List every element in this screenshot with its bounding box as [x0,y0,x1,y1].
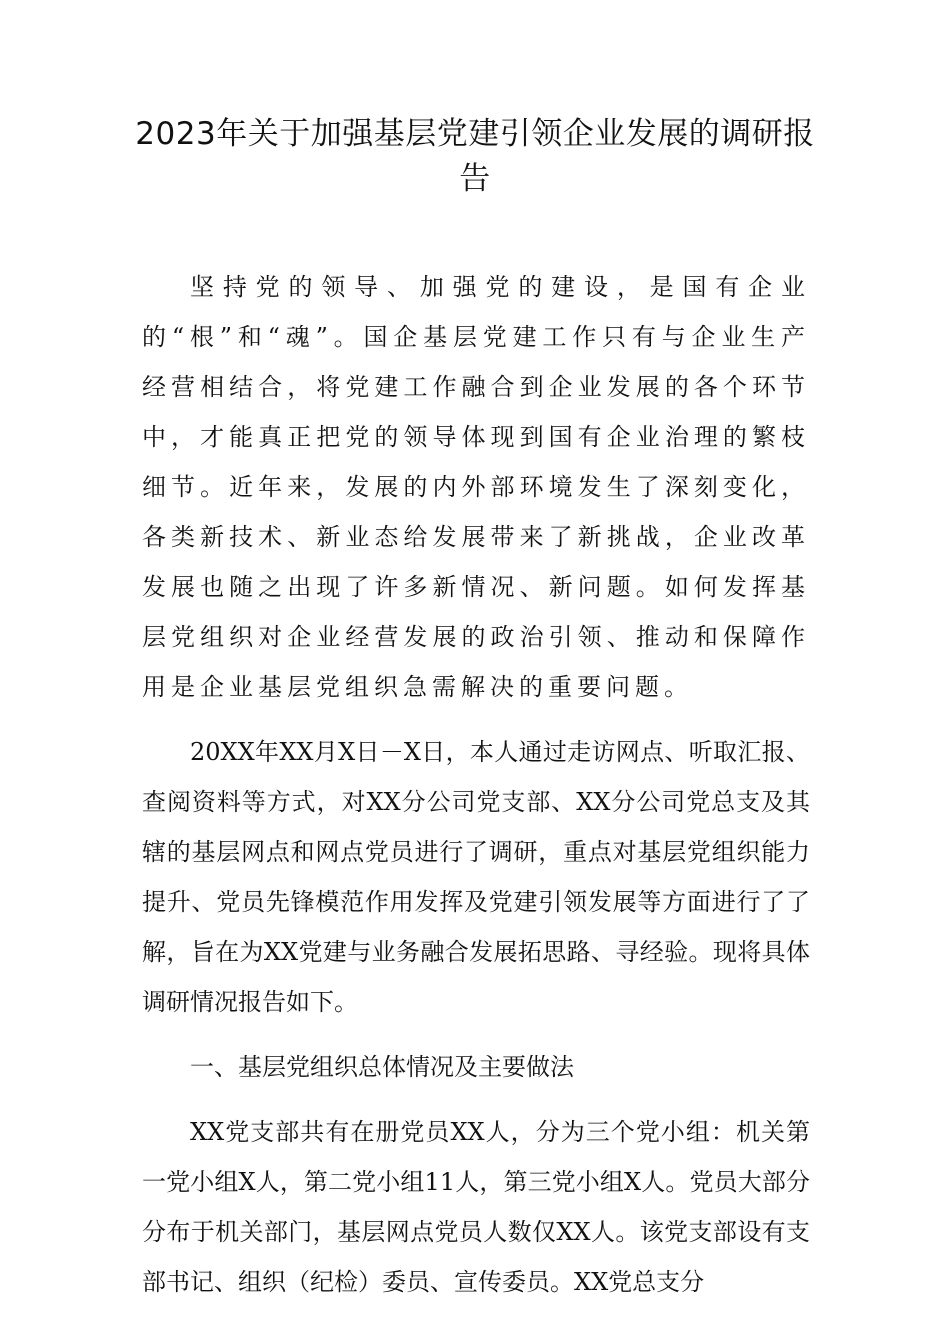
intro-paragraph: 坚持党的领导、加强党的建设，是国有企业的“根”和“魂”。国企基层党建工作只有与企业生产经营相结合，将党建工作融合到企业发展的各个环节中，才能真正把党的领导体现到国有企业治理的繁枝细节。近年来，发展的内外部环境发生了深刻变化，各类新技术、新业态给发展带来了新挑战，企业改革发展也随之出现了许多新情况、新问题。如何发挥基层党组织对企业经营发展的政治引领、推动和保障作用是企业基层党组织急需解决的重要问题。 [142,273,810,701]
section-heading: 一、基层党组织总体情况及主要做法 [190,1053,574,1081]
document-body [142,262,810,1322]
document-title: 2023年关于加强基层党建引领企业发展的调研报告 [135,116,815,197]
method-paragraph: 20XX年XX月X日－X日，本人通过走访网点、听取汇报、查阅资料等方式，对XX分公司党支部、XX分公司党总支及其辖的基层网点和网点党员进行了调研，重点对基层党组织能力提升、党员先锋模范作用发挥及党建引领发展等方面进行了了解，旨在为XX党建与业务融合发展拓思路、寻经验。现将具体调研情况报告如下。 [142,738,810,1016]
section-paragraph: XX党支部共有在册党员XX人，分为三个党小组：机关第一党小组X人，第二党小组11人，第三党小组X人。党员大部分分布于机关部门，基层网点党员人数仅XX人。该党支部设有支部书记、组织（纪检）委员、宣传委员。XX党总支分 [142,1118,810,1296]
